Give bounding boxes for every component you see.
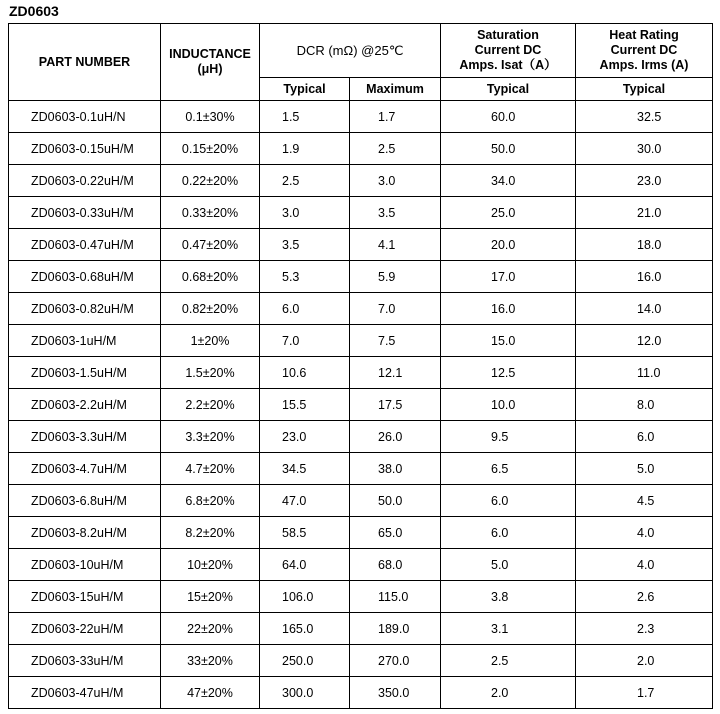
header-sat-line3: Amps. Isat（A） [459, 58, 557, 72]
table-row [9, 677, 713, 709]
dcr-maximum-cell: 5.9 [350, 261, 441, 293]
inductance-cell: 2.2±20% [161, 389, 260, 421]
irms-cell: 8.0 [576, 389, 713, 421]
isat-cell: 3.8 [441, 581, 576, 613]
header-inductance [161, 24, 260, 101]
header-heat-rating [576, 24, 713, 78]
header-dcr-maximum: Maximum [350, 78, 441, 101]
header-inductance-line1: INDUCTANCE [169, 47, 251, 61]
inductance-cell: 10±20% [161, 549, 260, 581]
part-number-cell: ZD0603-15uH/M [9, 581, 161, 613]
irms-cell: 4.5 [576, 485, 713, 517]
inductance-cell: 0.33±20% [161, 197, 260, 229]
inductance-cell: 0.82±20% [161, 293, 260, 325]
dcr-typical-cell: 1.5 [260, 101, 350, 133]
dcr-typical-cell: 10.6 [260, 357, 350, 389]
header-dcr-typical: Typical [260, 78, 350, 101]
inductance-cell: 33±20% [161, 645, 260, 677]
part-number-cell: ZD0603-0.33uH/M [9, 197, 161, 229]
part-number-cell: ZD0603-10uH/M [9, 549, 161, 581]
isat-cell: 50.0 [441, 133, 576, 165]
dcr-maximum-cell: 26.0 [350, 421, 441, 453]
isat-cell: 9.5 [441, 421, 576, 453]
isat-cell: 6.0 [441, 517, 576, 549]
isat-cell: 3.1 [441, 613, 576, 645]
dcr-typical-cell: 34.5 [260, 453, 350, 485]
dcr-maximum-cell: 189.0 [350, 613, 441, 645]
inductance-cell: 0.1±30% [161, 101, 260, 133]
inductance-cell: 1±20% [161, 325, 260, 357]
part-number-cell: ZD0603-0.68uH/M [9, 261, 161, 293]
table-row [9, 581, 713, 613]
part-number-cell: ZD0603-0.15uH/M [9, 133, 161, 165]
table-row [9, 645, 713, 677]
dcr-typical-cell: 300.0 [260, 677, 350, 709]
table-row [9, 613, 713, 645]
irms-cell: 23.0 [576, 165, 713, 197]
isat-cell: 10.0 [441, 389, 576, 421]
irms-cell: 16.0 [576, 261, 713, 293]
irms-cell: 2.6 [576, 581, 713, 613]
table-row [9, 197, 713, 229]
part-number-cell: ZD0603-6.8uH/M [9, 485, 161, 517]
part-number-cell: ZD0603-2.2uH/M [9, 389, 161, 421]
isat-cell: 2.5 [441, 645, 576, 677]
irms-cell: 12.0 [576, 325, 713, 357]
table-row [9, 293, 713, 325]
isat-cell: 34.0 [441, 165, 576, 197]
dcr-typical-cell: 1.9 [260, 133, 350, 165]
table-row [9, 389, 713, 421]
isat-cell: 6.5 [441, 453, 576, 485]
dcr-typical-cell: 23.0 [260, 421, 350, 453]
dcr-maximum-cell: 65.0 [350, 517, 441, 549]
isat-cell: 16.0 [441, 293, 576, 325]
irms-cell: 4.0 [576, 517, 713, 549]
irms-cell: 32.5 [576, 101, 713, 133]
inductance-cell: 1.5±20% [161, 357, 260, 389]
dcr-typical-cell: 7.0 [260, 325, 350, 357]
table-row [9, 101, 713, 133]
isat-cell: 15.0 [441, 325, 576, 357]
dcr-maximum-cell: 1.7 [350, 101, 441, 133]
header-saturation [441, 24, 576, 78]
part-number-cell: ZD0603-33uH/M [9, 645, 161, 677]
table-row [9, 517, 713, 549]
part-number-cell: ZD0603-3.3uH/M [9, 421, 161, 453]
inductance-cell: 0.15±20% [161, 133, 260, 165]
header-dcr: DCR (mΩ) @25℃ [260, 24, 441, 78]
dcr-maximum-cell: 38.0 [350, 453, 441, 485]
inductance-cell: 8.2±20% [161, 517, 260, 549]
page-title: ZD0603 [9, 3, 59, 19]
irms-cell: 14.0 [576, 293, 713, 325]
inductance-cell: 22±20% [161, 613, 260, 645]
irms-cell: 2.3 [576, 613, 713, 645]
irms-cell: 1.7 [576, 677, 713, 709]
irms-cell: 21.0 [576, 197, 713, 229]
table-body [9, 101, 713, 709]
part-number-cell: ZD0603-0.1uH/N [9, 101, 161, 133]
dcr-maximum-cell: 270.0 [350, 645, 441, 677]
header-sat-line2: Current DC [474, 43, 542, 57]
isat-cell: 20.0 [441, 229, 576, 261]
dcr-maximum-cell: 3.5 [350, 197, 441, 229]
part-number-cell: ZD0603-8.2uH/M [9, 517, 161, 549]
dcr-typical-cell: 58.5 [260, 517, 350, 549]
table-row [9, 229, 713, 261]
isat-cell: 5.0 [441, 549, 576, 581]
dcr-typical-cell: 3.5 [260, 229, 350, 261]
inductance-cell: 0.47±20% [161, 229, 260, 261]
part-number-cell: ZD0603-22uH/M [9, 613, 161, 645]
dcr-typical-cell: 2.5 [260, 165, 350, 197]
irms-cell: 5.0 [576, 453, 713, 485]
part-number-cell: ZD0603-0.47uH/M [9, 229, 161, 261]
table-row [9, 485, 713, 517]
table-row [9, 357, 713, 389]
table-row [9, 549, 713, 581]
inductance-cell: 47±20% [161, 677, 260, 709]
table-row [9, 133, 713, 165]
dcr-typical-cell: 165.0 [260, 613, 350, 645]
spec-table [8, 23, 713, 709]
isat-cell: 17.0 [441, 261, 576, 293]
dcr-maximum-cell: 68.0 [350, 549, 441, 581]
inductance-cell: 3.3±20% [161, 421, 260, 453]
isat-cell: 6.0 [441, 485, 576, 517]
header-irms-typical: Typical [576, 78, 713, 101]
part-number-cell: ZD0603-47uH/M [9, 677, 161, 709]
dcr-typical-cell: 47.0 [260, 485, 350, 517]
dcr-maximum-cell: 4.1 [350, 229, 441, 261]
dcr-typical-cell: 64.0 [260, 549, 350, 581]
dcr-maximum-cell: 3.0 [350, 165, 441, 197]
header-sat-line1: Saturation [477, 28, 539, 42]
header-isat-typical: Typical [441, 78, 576, 101]
part-number-cell: ZD0603-0.82uH/M [9, 293, 161, 325]
irms-cell: 6.0 [576, 421, 713, 453]
dcr-typical-cell: 5.3 [260, 261, 350, 293]
irms-cell: 2.0 [576, 645, 713, 677]
dcr-typical-cell: 250.0 [260, 645, 350, 677]
inductance-cell: 4.7±20% [161, 453, 260, 485]
part-number-cell: ZD0603-1uH/M [9, 325, 161, 357]
dcr-maximum-cell: 350.0 [350, 677, 441, 709]
header-heat-line2: Current DC [610, 43, 678, 57]
table-row [9, 325, 713, 357]
dcr-typical-cell: 15.5 [260, 389, 350, 421]
isat-cell: 60.0 [441, 101, 576, 133]
dcr-maximum-cell: 2.5 [350, 133, 441, 165]
dcr-maximum-cell: 50.0 [350, 485, 441, 517]
header-part-number: PART NUMBER [9, 24, 161, 101]
irms-cell: 11.0 [576, 357, 713, 389]
irms-cell: 4.0 [576, 549, 713, 581]
dcr-maximum-cell: 17.5 [350, 389, 441, 421]
table-row [9, 165, 713, 197]
dcr-maximum-cell: 115.0 [350, 581, 441, 613]
dcr-maximum-cell: 7.5 [350, 325, 441, 357]
header-row-1 [9, 24, 713, 78]
header-heat-line3: Amps. Irms (A) [599, 58, 689, 72]
part-number-cell: ZD0603-1.5uH/M [9, 357, 161, 389]
header-heat-line1: Heat Rating [609, 28, 679, 42]
table-row [9, 453, 713, 485]
dcr-typical-cell: 6.0 [260, 293, 350, 325]
inductance-cell: 15±20% [161, 581, 260, 613]
inductance-cell: 6.8±20% [161, 485, 260, 517]
table-row [9, 421, 713, 453]
part-number-cell: ZD0603-0.22uH/M [9, 165, 161, 197]
irms-cell: 18.0 [576, 229, 713, 261]
dcr-typical-cell: 3.0 [260, 197, 350, 229]
inductance-cell: 0.68±20% [161, 261, 260, 293]
part-number-cell: ZD0603-4.7uH/M [9, 453, 161, 485]
isat-cell: 2.0 [441, 677, 576, 709]
inductance-cell: 0.22±20% [161, 165, 260, 197]
isat-cell: 25.0 [441, 197, 576, 229]
irms-cell: 30.0 [576, 133, 713, 165]
dcr-maximum-cell: 7.0 [350, 293, 441, 325]
table-row [9, 261, 713, 293]
isat-cell: 12.5 [441, 357, 576, 389]
dcr-maximum-cell: 12.1 [350, 357, 441, 389]
dcr-typical-cell: 106.0 [260, 581, 350, 613]
header-inductance-line2: (μH) [197, 62, 223, 76]
